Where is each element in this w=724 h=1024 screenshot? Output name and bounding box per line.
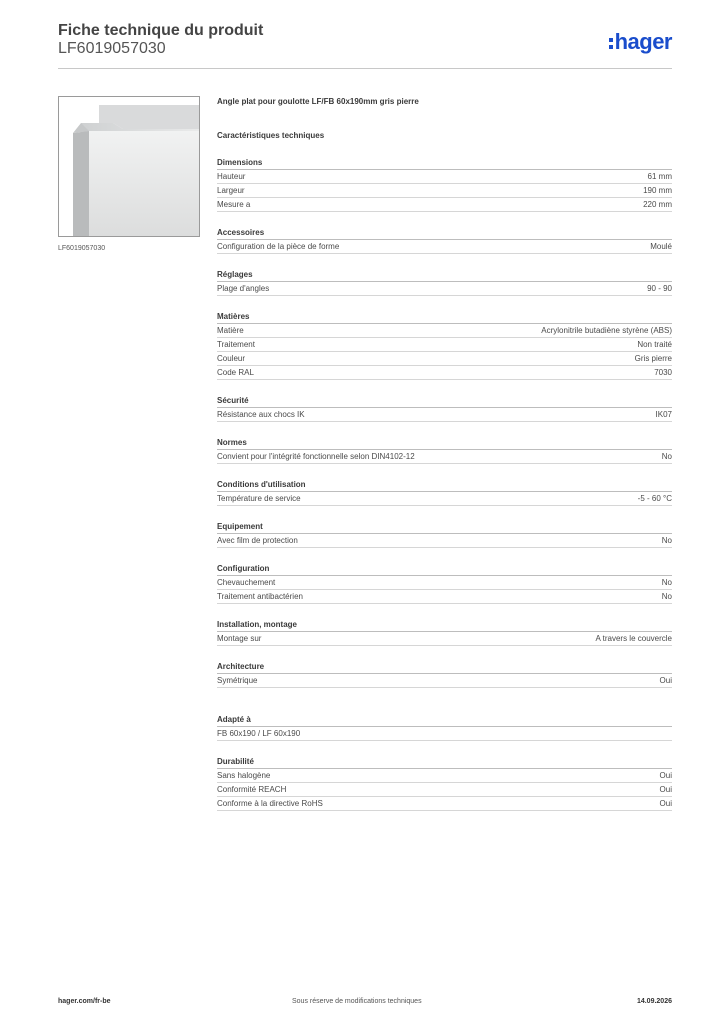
spec-row <box>217 492 672 506</box>
spec-sheet <box>217 96 672 811</box>
spec-label: Couleur <box>217 354 246 363</box>
spec-row <box>217 240 672 254</box>
spec-value: Oui <box>659 771 672 780</box>
spec-row <box>217 324 672 338</box>
spec-row <box>217 338 672 352</box>
spec-section <box>217 157 672 212</box>
spec-value: 90 - 90 <box>647 284 672 293</box>
spec-row <box>217 590 672 604</box>
spec-section <box>217 714 672 741</box>
hager-logo <box>609 30 672 54</box>
spec-section <box>217 479 672 506</box>
spec-value: No <box>661 452 672 461</box>
spec-value: Oui <box>659 785 672 794</box>
spec-label: Température de service <box>217 494 301 503</box>
spec-section <box>217 437 672 464</box>
spec-label: Code RAL <box>217 368 254 377</box>
section-heading: Dimensions <box>217 157 672 170</box>
logo-colon-icon <box>609 38 613 50</box>
spec-row <box>217 408 672 422</box>
spec-label: Configuration de la pièce de forme <box>217 242 340 251</box>
spec-label: Montage sur <box>217 634 262 643</box>
section-heading: Configuration <box>217 563 672 576</box>
spec-section <box>217 395 672 422</box>
section-heading: Installation, montage <box>217 619 672 632</box>
section-heading: Architecture <box>217 661 672 674</box>
spec-row <box>217 727 672 741</box>
spec-row <box>217 198 672 212</box>
spec-row <box>217 797 672 811</box>
section-heading: Equipement <box>217 521 672 534</box>
section-heading: Sécurité <box>217 395 672 408</box>
spec-row <box>217 674 672 688</box>
spec-value: -5 - 60 °C <box>637 494 672 503</box>
section-heading: Réglages <box>217 269 672 282</box>
section-heading: Conditions d'utilisation <box>217 479 672 492</box>
spec-value: No <box>661 592 672 601</box>
spec-row <box>217 632 672 646</box>
spec-value: Oui <box>659 676 672 685</box>
spec-value: IK07 <box>655 410 672 419</box>
spec-label: Plage d'angles <box>217 284 270 293</box>
footer-website: hager.com/fr-be <box>58 998 111 1005</box>
spec-row <box>217 783 672 797</box>
spec-label: Traitement <box>217 340 255 349</box>
spec-row <box>217 170 672 184</box>
flat-angle-product-icon <box>59 97 199 236</box>
footer-notice: Sous réserve de modifications techniques <box>292 998 422 1005</box>
spec-label: Hauteur <box>217 172 246 181</box>
spec-label: Chevauchement <box>217 578 276 587</box>
spec-section <box>217 227 672 254</box>
spec-row <box>217 576 672 590</box>
section-heading: Accessoires <box>217 227 672 240</box>
spec-row <box>217 534 672 548</box>
spec-label: Matière <box>217 326 244 335</box>
spec-label: Résistance aux chocs IK <box>217 410 305 419</box>
spec-section <box>217 756 672 811</box>
spec-value: 7030 <box>654 368 672 377</box>
footer-date: 14.09.2026 <box>636 998 672 1005</box>
spec-value: No <box>661 536 672 545</box>
logo-text: hager <box>614 29 672 54</box>
spec-label: Conformité REACH <box>217 785 287 794</box>
spec-value: Moulé <box>650 242 672 251</box>
section-heading: Matières <box>217 311 672 324</box>
spec-label: Avec film de protection <box>217 536 298 545</box>
section-heading: Normes <box>217 437 672 450</box>
technical-heading: Caractéristiques techniques <box>217 131 325 140</box>
spec-section <box>217 311 672 380</box>
spec-label: Traitement antibactérien <box>217 592 303 601</box>
spec-label: Sans halogène <box>217 771 271 780</box>
spec-value: 220 mm <box>643 200 672 209</box>
spec-section <box>217 521 672 548</box>
spec-sections <box>217 157 672 811</box>
product-image <box>58 96 200 237</box>
page-title: Fiche technique du produit <box>58 22 264 39</box>
product-reference: LF6019057030 <box>58 40 166 57</box>
spec-section <box>217 661 672 688</box>
spec-row <box>217 282 672 296</box>
spec-row <box>217 184 672 198</box>
spec-section <box>217 619 672 646</box>
spec-label: Convient pour l'intégrité fonctionnelle selon DIN4102-12 <box>217 452 415 461</box>
section-heading: Adapté à <box>217 714 672 727</box>
product-image-caption: LF6019057030 <box>58 245 106 252</box>
section-heading: Durabilité <box>217 756 672 769</box>
page-footer <box>58 998 672 1010</box>
spec-label: Largeur <box>217 186 245 195</box>
spec-label: Mesure a <box>217 200 251 209</box>
spec-value: Non traité <box>637 340 672 349</box>
spec-row <box>217 352 672 366</box>
spec-value: Acrylonitrile butadiène styrène (ABS) <box>541 326 672 335</box>
spec-value: 190 mm <box>643 186 672 195</box>
spec-label: Symétrique <box>217 676 258 685</box>
spec-label: Conforme à la directive RoHS <box>217 799 323 808</box>
spec-section <box>217 269 672 296</box>
spec-value: No <box>661 578 672 587</box>
spec-section <box>217 563 672 604</box>
spec-row <box>217 366 672 380</box>
spec-value: 61 mm <box>647 172 672 181</box>
spec-label: FB 60x190 / LF 60x190 <box>217 729 301 738</box>
header-divider <box>58 68 672 69</box>
spec-value: Oui <box>659 799 672 808</box>
spec-value: A travers le couvercle <box>595 634 672 643</box>
spec-row <box>217 450 672 464</box>
spec-row <box>217 769 672 783</box>
page-header <box>58 22 672 66</box>
spec-value: Gris pierre <box>634 354 672 363</box>
product-title: Angle plat pour goulotte LF/FB 60x190mm gris pierre <box>217 97 419 106</box>
